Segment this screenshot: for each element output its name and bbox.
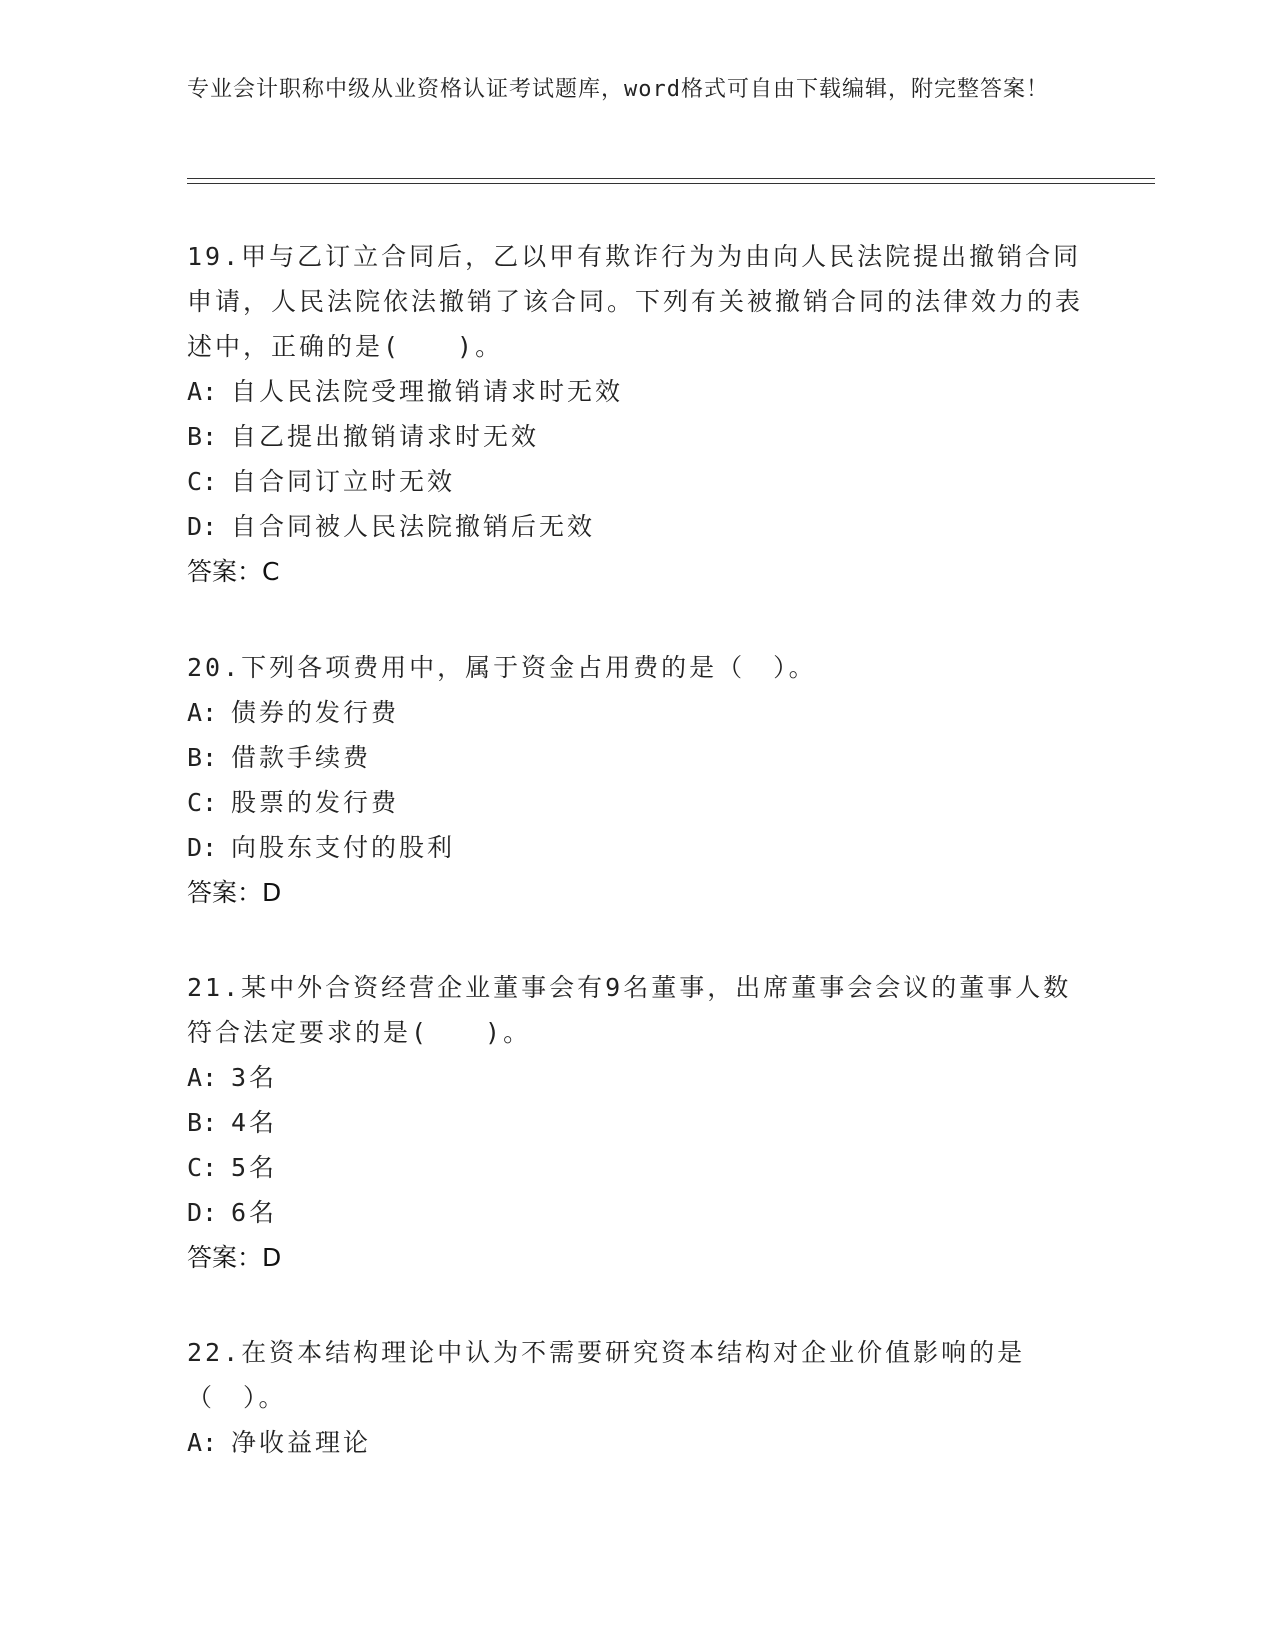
option-c	[187, 459, 1087, 504]
option-letter: C:	[187, 1153, 218, 1182]
option-letter: C:	[187, 788, 218, 817]
option-text: 3名	[231, 1063, 278, 1092]
option-a	[187, 1420, 1087, 1465]
question-20	[187, 645, 1087, 915]
option-text: 股票的发行费	[231, 788, 400, 817]
answer-line: 答案：D	[187, 878, 282, 907]
option-text: 6名	[231, 1198, 278, 1227]
question-stem: 21.某中外合资经营企业董事会有9名董事，出席董事会会议的董事人数符合法定要求的是( )。	[187, 973, 1072, 1047]
option-text: 债券的发行费	[231, 698, 400, 727]
question-stem: 20.下列各项费用中，属于资金占用费的是（ ）。	[187, 653, 817, 682]
option-letter: C:	[187, 467, 218, 496]
option-letter: A:	[187, 1063, 218, 1092]
option-letter: D:	[187, 833, 218, 862]
option-letter: A:	[187, 698, 218, 727]
document-header: 专业会计职称中级从业资格认证考试题库，word格式可自由下载编辑，附完整答案！	[187, 77, 1049, 102]
option-letter: A:	[187, 1428, 218, 1457]
question-stem: 19.甲与乙订立合同后，乙以甲有欺诈行为为由向人民法院提出撤销合同申请，人民法院依法撤销了该合同。下列有关被撤销合同的法律效力的表述中，正确的是( )。	[187, 242, 1084, 361]
answer-line: 答案：C	[187, 557, 280, 586]
option-letter: B:	[187, 422, 218, 451]
option-a	[187, 1055, 1087, 1100]
option-text: 借款手续费	[231, 743, 372, 772]
header-divider-bottom	[187, 183, 1155, 184]
option-d	[187, 1190, 1087, 1235]
option-b	[187, 735, 1087, 780]
question-21	[187, 965, 1087, 1280]
option-d	[187, 504, 1087, 549]
question-stem: 22.在资本结构理论中认为不需要研究资本结构对企业价值影响的是（ ）。	[187, 1338, 1026, 1412]
option-a	[187, 369, 1087, 414]
option-letter: D:	[187, 512, 218, 541]
option-text: 5名	[231, 1153, 278, 1182]
option-a	[187, 690, 1087, 735]
question-19	[187, 234, 1087, 594]
option-b	[187, 1100, 1087, 1145]
option-c	[187, 1145, 1087, 1190]
option-c	[187, 780, 1087, 825]
option-text: 净收益理论	[231, 1428, 372, 1457]
option-letter: D:	[187, 1198, 218, 1227]
option-text: 4名	[231, 1108, 278, 1137]
question-22	[187, 1330, 1087, 1465]
option-text: 自合同订立时无效	[231, 467, 456, 496]
option-text: 自人民法院受理撤销请求时无效	[231, 377, 624, 406]
option-text: 自合同被人民法院撤销后无效	[231, 512, 596, 541]
option-text: 自乙提出撤销请求时无效	[231, 422, 540, 451]
option-letter: B:	[187, 1108, 218, 1137]
option-letter: B:	[187, 743, 218, 772]
header-divider-top	[187, 178, 1155, 179]
option-d	[187, 825, 1087, 870]
answer-line: 答案：D	[187, 1243, 282, 1272]
option-letter: A:	[187, 377, 218, 406]
option-text: 向股东支付的股利	[231, 833, 456, 862]
option-b	[187, 414, 1087, 459]
